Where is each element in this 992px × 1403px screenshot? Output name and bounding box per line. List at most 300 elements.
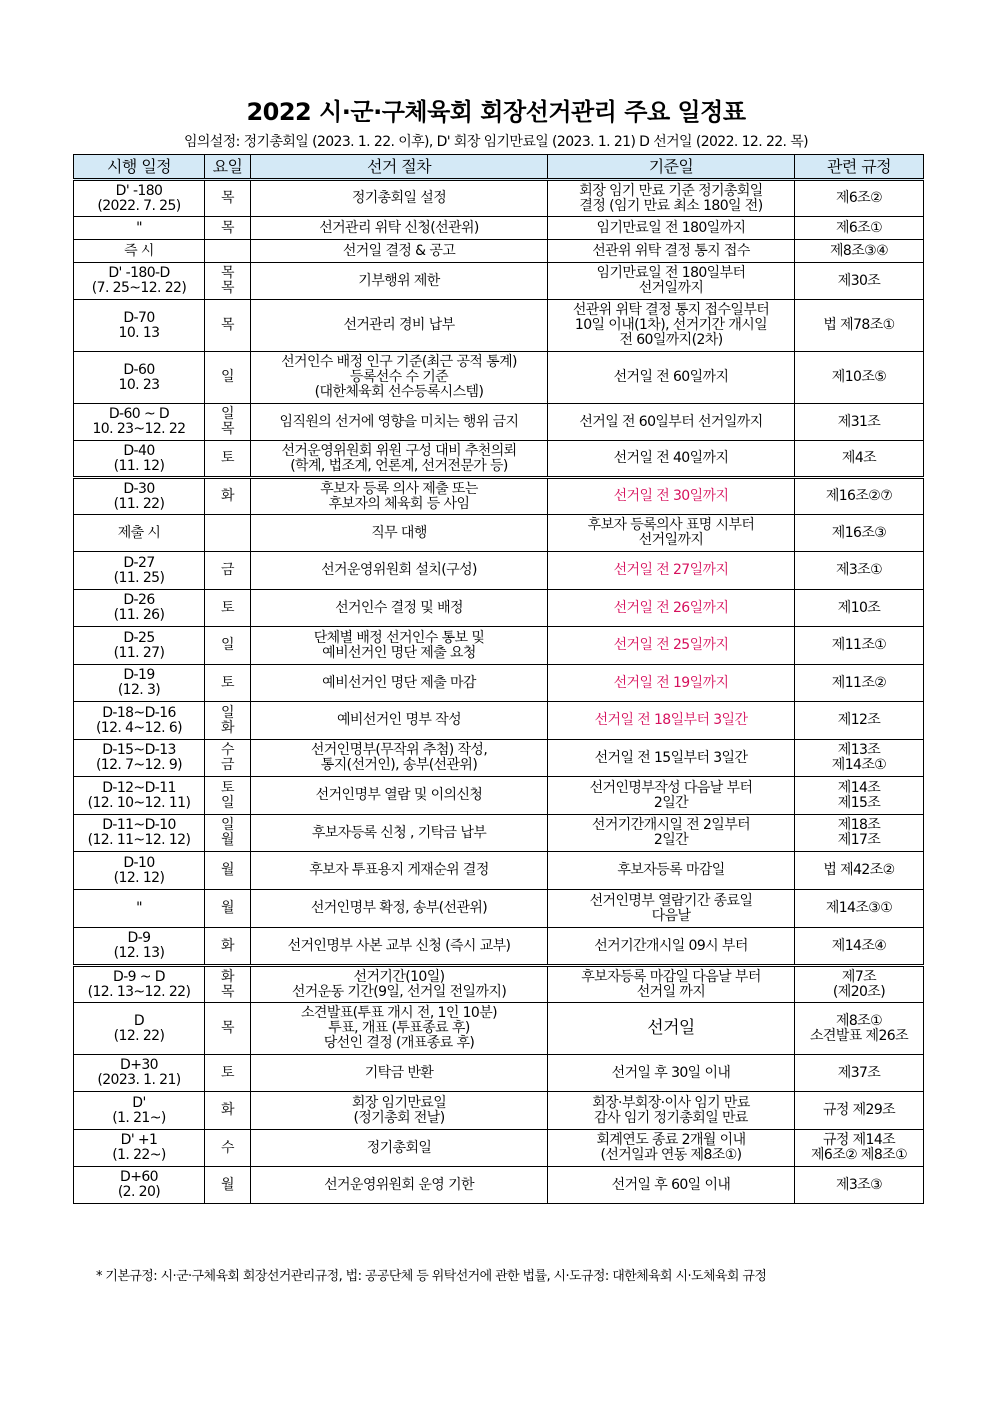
cell-date [74,478,205,515]
cell-day [205,1167,251,1204]
cell-date [74,590,205,627]
cell-rule [795,740,924,777]
cell-line: 제3조① [835,562,883,578]
cell-procedure [251,180,548,217]
table-header-row [74,155,924,180]
cell-line: 목 [221,317,234,333]
cell-date [74,263,205,300]
table-row [74,217,924,240]
footnote: * 기본규정: 시·군·구체육회 회장선거관리규정, 법: 공공단체 등 위탁선거에 관한 법률, 시·도규정: 대한체육회 시·도체육회 규정 [96,1269,767,1284]
table-row [74,441,924,478]
cell-line: 제17조 [837,832,881,848]
cell-procedure [251,515,548,552]
cell-day [205,1055,251,1092]
cell-line: 목 [221,219,234,236]
table-row [74,1055,924,1092]
cell-date [74,1130,205,1167]
cell-basis [548,263,795,300]
cell-basis [548,552,795,590]
cell-line: 제11조② [831,674,887,691]
cell-line: (대한체육회 선수등록시스템) [314,384,484,400]
cell-line: 선거일 전 60일부터 선거일까지 [579,413,763,430]
cell-procedure [251,627,548,665]
cell-line: 2일간 [653,832,689,848]
cell-rule [795,665,924,702]
cell-line: 2일간 [653,794,689,811]
table-row [74,627,924,665]
cell-line: " [136,900,142,916]
cell-line: (12. 12) [113,869,165,886]
cell-line: 후보자 등록 의사 제출 또는 [320,480,478,497]
table-row [74,352,924,404]
cell-line: 후보자 투표용지 게재순위 결정 [309,862,489,878]
cell-line: 일 [221,637,234,653]
cell-line: 직무 대행 [371,524,427,541]
cell-basis [548,1055,795,1092]
table-row [74,552,924,590]
cell-procedure [251,1167,548,1204]
cell-line: 화 [221,1102,234,1118]
cell-basis [548,300,795,352]
cell-line: 토 [221,674,234,691]
cell-line: 선거인명부(무작위 추첨) 작성, [310,742,488,758]
cell-date [74,665,205,702]
cell-line: 제14조③① [825,900,893,916]
cell-basis [548,240,795,263]
cell-date [74,966,205,1003]
cell-line: 일 [221,817,234,833]
cell-line: 전 60일까지(2차) [619,332,723,348]
cell-line: (2023. 1. 21) [97,1072,181,1088]
cell-day [205,217,251,240]
header-basis: 기준일 [548,155,795,180]
cell-procedure [251,1092,548,1130]
cell-line: 월 [221,832,234,848]
cell-line: 토 [221,450,234,466]
cell-line: 목 [221,265,234,281]
cell-basis [548,665,795,702]
cell-line: 선거인명부 확정, 송부(선관위) [310,900,488,916]
cell-line: 선거운영위원회 위원 구성 대비 추천의뢰 [281,442,517,459]
cell-rule [795,1055,924,1092]
cell-line: 선거관리 경비 납부 [343,317,455,333]
header-day: 요일 [205,155,251,180]
cell-line: (7. 25~12. 22) [91,280,187,296]
cell-line: 예비선거인 명단 제출 마감 [322,674,476,691]
cell-procedure [251,815,548,852]
cell-date [74,1092,205,1130]
cell-line: 선거운영위원회 운영 기한 [324,1176,474,1193]
cell-line: (11. 26) [113,607,165,623]
cell-line: 회장 임기 만료 기준 정기총회일 [579,182,763,199]
cell-rule [795,263,924,300]
cell-line: 후보자의 체육회 등 사임 [328,495,470,512]
cell-rule [795,441,924,478]
table-row [74,702,924,740]
cell-basis [548,590,795,627]
cell-line: 제16조②⑦ [825,488,893,504]
cell-date [74,552,205,590]
cell-line: 제13조 [837,742,881,758]
cell-day [205,928,251,966]
cell-date [74,240,205,263]
page-title: 2022 시·군·구체육회 회장선거관리 주요 일정표 [246,98,746,126]
cell-date [74,352,205,404]
cell-line: 일 [221,369,234,385]
header-date: 시행 일정 [74,155,205,180]
cell-rule [795,890,924,928]
cell-line: 선거운영위원회 설치(구성) [321,562,477,578]
cell-rule [795,352,924,404]
cell-date [74,702,205,740]
table-row [74,740,924,777]
cell-line: 소견발표(투표 개시 전, 1인 10분) [300,1005,498,1021]
cell-procedure [251,665,548,702]
cell-procedure [251,404,548,441]
cell-line: 제8조③④ [829,242,889,259]
cell-line: (2. 20) [117,1184,161,1200]
cell-date [74,300,205,352]
cell-line: 월 [221,862,234,878]
cell-basis [548,352,795,404]
cell-line: 목 [221,1020,234,1036]
cell-line: D-19 [123,667,155,683]
cell-line: 다음날 [651,907,691,924]
cell-line: D-40 [123,442,155,459]
cell-date [74,1003,205,1055]
cell-line: 선거일 전 25일까지 [613,637,729,653]
cell-line: (학계, 법조계, 언론계, 선거전문가 등) [290,457,508,474]
table-row [74,180,924,217]
cell-line: 투표, 개표 (투표종료 후) [328,1020,470,1036]
cell-line: 즉 시 [124,242,154,259]
cell-line: (12. 22) [113,1027,165,1044]
cell-line: 제6조② [835,190,883,206]
cell-line: 제37조 [837,1064,881,1081]
cell-day [205,404,251,441]
cell-line: 제8조① [835,1012,883,1029]
cell-line: (2022. 7. 25) [97,197,181,214]
table-row [74,404,924,441]
cell-line: 선거일 결정 & 공고 [342,242,456,259]
cell-line: 제31조 [837,413,881,430]
cell-line: D-30 [123,480,155,497]
cell-day [205,1003,251,1055]
cell-line: 선거인명부 열람 및 이의신청 [315,787,483,803]
cell-line: 토 [221,1064,234,1081]
cell-line: 선거일 전 19일까지 [613,674,729,691]
cell-basis [548,966,795,1003]
cell-basis [548,815,795,852]
cell-date [74,740,205,777]
cell-line: 10. 23~12. 22 [92,421,186,437]
cell-line: D-27 [123,554,155,571]
cell-line: 토 [221,599,234,616]
cell-day [205,815,251,852]
table-row [74,1003,924,1055]
cell-rule [795,180,924,217]
cell-day [205,478,251,515]
cell-line: 선거일 까지 [636,983,706,1000]
cell-rule [795,240,924,263]
cell-line: 선거일 후 30일 이내 [611,1064,731,1081]
cell-line: D-10 [123,854,155,871]
cell-line: 선거일 전 30일까지 [613,488,729,504]
cell-line: (선거일과 연동 제8조①) [600,1147,742,1163]
cell-line: 선거관리 위탁 신청(선관위) [319,219,479,236]
cell-line: 예비선거인 명단 제출 요청 [322,644,476,661]
cell-line: 선거인명부 열람기간 종료일 [589,892,753,909]
cell-line: 제10조⑤ [831,369,887,385]
cell-line: 제18조 [837,817,881,833]
cell-line: 결정 (임기 만료 최소 180일 전) [579,197,763,214]
table-row [74,1167,924,1204]
cell-date [74,441,205,478]
table-row [74,777,924,815]
cell-line: D' [132,1094,146,1111]
cell-line: 회장·부회장·이사 임기 만료 [592,1094,750,1111]
cell-day [205,852,251,890]
cell-day [205,627,251,665]
cell-line: 선관위 위탁 결정 통지 접수일부터 [572,302,770,318]
cell-line: D-60 [123,361,155,378]
cell-day [205,665,251,702]
cell-rule [795,627,924,665]
cell-rule [795,1130,924,1167]
cell-line: 제10조 [837,599,881,616]
cell-date [74,1055,205,1092]
cell-rule [795,552,924,590]
cell-line: D-26 [123,592,155,608]
cell-line: (제20조) [832,983,886,1000]
header-rule: 관련 규정 [795,155,924,180]
cell-line: 화 [221,719,234,736]
cell-line: 화 [221,968,234,985]
cell-line: D' -180-D [108,265,170,281]
cell-line: 금 [221,562,234,578]
cell-day [205,966,251,1003]
cell-rule [795,777,924,815]
cell-line: 선거일 전 18일부터 3일간 [594,712,748,728]
cell-day [205,515,251,552]
cell-day [205,352,251,404]
table-row [74,815,924,852]
cell-line: 선거인수 결정 및 배정 [335,599,463,616]
cell-line: 선거운동 기간(9일, 선거일 전일까지) [291,983,507,1000]
cell-line: 제14조① [831,757,887,773]
cell-line: (11. 12) [113,457,165,474]
cell-line: 후보자등록 신청 , 기탁금 납부 [311,824,487,841]
cell-line: 통지(선거인), 송부(선관위) [320,757,478,773]
cell-line: D+30 [120,1057,158,1073]
cell-date [74,627,205,665]
cell-line: (11. 22) [113,495,165,512]
table-row [74,928,924,966]
cell-line: (12. 3) [117,682,161,698]
cell-line: 임직원의 선거에 영향을 미치는 행위 금지 [279,413,519,430]
cell-line: (12. 10~12. 11) [87,794,191,811]
cell-date [74,1167,205,1204]
cell-procedure [251,478,548,515]
cell-line: 등록선수 수 기준 [349,369,449,385]
cell-line: 제14조 [837,779,881,796]
cell-date [74,815,205,852]
cell-day [205,740,251,777]
table-row [74,590,924,627]
cell-rule [795,1167,924,1204]
cell-rule [795,217,924,240]
cell-rule [795,928,924,966]
cell-basis [548,478,795,515]
cell-line: 목 [221,280,234,296]
cell-line: D-70 [123,309,155,326]
cell-line: 10. 13 [118,324,160,341]
cell-basis [548,515,795,552]
cell-day [205,777,251,815]
cell-procedure [251,966,548,1003]
cell-line: 회장 임기만료일 [351,1094,447,1111]
cell-basis [548,1003,795,1055]
cell-line: 목 [221,421,234,437]
cell-rule [795,966,924,1003]
cell-rule [795,1092,924,1130]
cell-line: D-12~D-11 [102,779,176,796]
cell-line: D-9 ~ D [113,968,165,985]
table-row [74,890,924,928]
cell-day [205,441,251,478]
cell-rule [795,1003,924,1055]
cell-procedure [251,1003,548,1055]
cell-line: (12. 13) [113,945,165,961]
cell-line: 제6조① [835,219,883,236]
cell-basis [548,441,795,478]
cell-line: 회계연도 종료 2개월 이내 [596,1132,746,1148]
page-subtitle: 임의설정: 정기총회일 (2023. 1. 22. 이후), D' 회장 임기만료일 (2023. 1. 21) D 선거일 (2022. 12. 22. 목) [183,134,809,150]
cell-line: 당선인 결정 (개표종료 후) [323,1035,475,1051]
cell-procedure [251,702,548,740]
cell-line: 화 [221,488,234,504]
cell-line: 후보자 등록의사 표명 시부터 [587,517,755,533]
cell-line: 제12조 [837,712,881,728]
cell-basis [548,1167,795,1204]
header-procedure: 선거 절차 [251,155,548,180]
cell-line: 화 [221,937,234,954]
cell-day [205,263,251,300]
cell-rule [795,590,924,627]
cell-basis [548,777,795,815]
cell-basis [548,404,795,441]
cell-procedure [251,263,548,300]
cell-procedure [251,1130,548,1167]
cell-line: " [136,219,142,236]
cell-line: 선거인명부 사본 교부 신청 (즉시 교부) [287,937,511,954]
cell-line: 토 [221,779,234,796]
cell-date [74,217,205,240]
cell-line: 제출 시 [117,524,161,541]
cell-procedure [251,890,548,928]
cell-line: (12. 7~12. 9) [95,757,183,773]
cell-line: 제14조④ [831,937,887,954]
cell-day [205,180,251,217]
cell-line: D-60 ~ D [108,406,170,422]
cell-basis [548,890,795,928]
cell-line: 선거기간개시일 09시 부터 [594,937,748,954]
cell-date [74,404,205,441]
cell-line: (1. 21~) [112,1109,166,1126]
cell-line: 선거일까지 [638,532,704,548]
cell-line: 일 [221,406,234,422]
cell-line: 10일 이내(1차), 선거기간 개시일 [574,317,768,333]
cell-line: 선거기간(10일) [353,968,445,985]
cell-line: 제11조① [831,637,887,653]
cell-line: 선거일 전 40일까지 [613,450,729,466]
cell-procedure [251,441,548,478]
cell-line: 수 [221,1139,234,1156]
cell-line: 선거기간개시일 전 2일부터 [591,817,751,833]
cell-line: 예비선거인 명부 작성 [336,712,462,728]
cell-rule [795,815,924,852]
cell-line: 제7조 [841,968,877,985]
cell-rule [795,852,924,890]
cell-line: D-9 [127,930,151,946]
cell-procedure [251,740,548,777]
cell-day [205,702,251,740]
cell-line: (11. 27) [113,644,165,661]
table-row [74,665,924,702]
cell-line: D [133,1012,145,1029]
cell-line: 월 [221,900,234,916]
cell-line: D-11~D-10 [102,817,176,833]
cell-line: 선거일 전 15일부터 3일간 [594,749,748,766]
cell-line: D-18~D-16 [102,704,176,721]
cell-line: 선거인수 배정 인구 기준(최근 공적 통계) [281,354,517,370]
cell-procedure [251,852,548,890]
cell-line: 법 제78조① [823,317,895,333]
cell-basis [548,928,795,966]
cell-line-sub: (정기총회 전날) [353,1109,445,1126]
cell-line: 규정 제14조 [822,1132,896,1148]
table-row [74,300,924,352]
table-row [74,852,924,890]
cell-line: 제30조 [837,272,881,289]
cell-line: 정기총회일 설정 [351,190,447,206]
cell-line: D' -180 [115,182,163,199]
cell-line: 감사 임기 정기총회일 만료 [594,1109,748,1126]
table-row [74,966,924,1003]
cell-day [205,552,251,590]
cell-line: 임기만료일 전 180일부터 [596,265,746,281]
cell-line: 제15조 [837,794,881,811]
cell-line: 제16조③ [831,524,887,541]
schedule-rows [74,180,924,1204]
table-row [74,263,924,300]
table-row [74,478,924,515]
cell-line: 기탁금 반환 [364,1064,434,1081]
cell-basis [548,1130,795,1167]
cell-procedure [251,352,548,404]
cell-procedure [251,590,548,627]
cell-line: 법 제42조② [823,862,895,878]
cell-basis [548,217,795,240]
table-row [74,1130,924,1167]
cell-line: 기부행위 제한 [358,272,440,289]
cell-date [74,852,205,890]
cell-line: 제3조③ [835,1176,883,1193]
cell-line: 선거일 전 26일까지 [613,599,729,616]
cell-date [74,890,205,928]
cell-line: 일 [221,794,234,811]
cell-day [205,1092,251,1130]
